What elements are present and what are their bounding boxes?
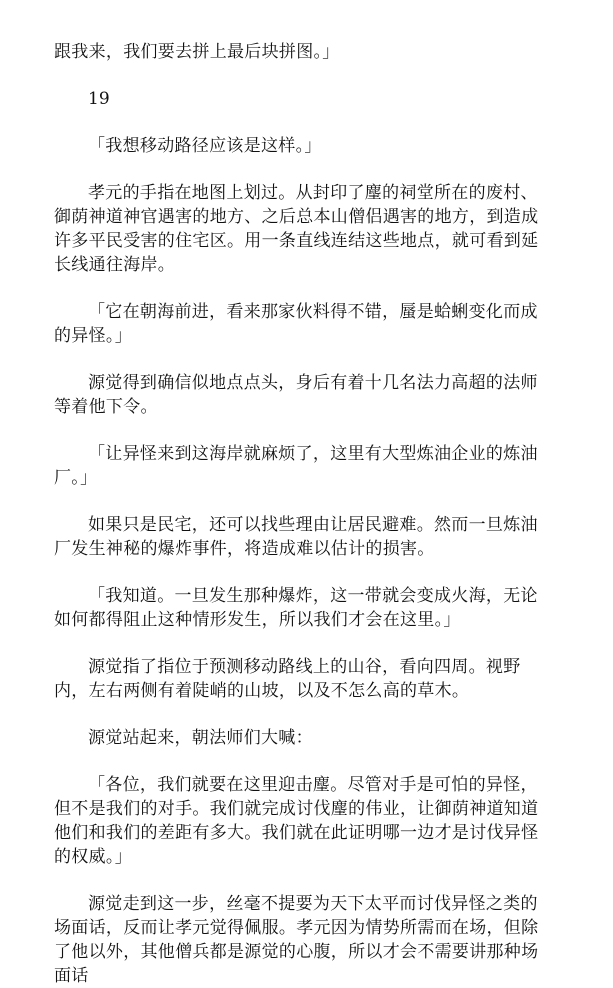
paragraph-1: 跟我来，我们要去拼上最后块拼图。」 (54, 42, 340, 62)
paragraph-12: 「各位，我们就要在这里迎击麈。尽管对手是可怕的异怪，但不是我们的对手。我们就完成讨伐麈的伟业，让御荫神道知道他们和我们的差距有多大。我们就在此证明哪一边才是讨伐异怪的权威。」 (54, 775, 539, 867)
paragraph-9: 「我知道。一旦发生那种爆炸，这一带就会变成火海，无论如何都得阻止这种情形发生，所以我们才会在这里。」 (54, 586, 538, 630)
paragraph-10: 源觉指了指位于预测移动路线上的山谷，看向四周。视野内，左右两侧有着陡峭的山坡，以及不怎么高的草木。 (54, 657, 521, 701)
paragraph-11: 源觉站起来，朝法师们大喊： (88, 728, 313, 748)
paragraph-4: 孝元的手指在地图上划过。从封印了麈的祠堂所在的废村、御荫神道神官遇害的地方、之后总本山僧侣遇害的地方，到造成许多平民受害的住宅区。用一条直线连结这些地点，就可看到延长线通往海岸。 (54, 183, 539, 275)
paragraph-6: 源觉得到确信似地点点头，身后有着十几名法力高超的法师等着他下令。 (54, 373, 538, 417)
paragraph-8: 如果只是民宅，还可以找些理由让居民避难。然而一旦炼油厂发生神秘的爆炸事件，将造成难以估计的损害。 (54, 515, 538, 559)
chapter-number: 19 (88, 89, 110, 109)
paragraph-5: 「它在朝海前进，看来那家伙料得不错，蜃是蛤蜊变化而成的异怪。」 (54, 302, 538, 346)
paragraph-7: 「让异怪来到这海岸就麻烦了，这里有大型炼油企业的炼油厂。」 (54, 444, 538, 488)
paragraph-3: 「我想移动路径应该是这样。」 (88, 136, 322, 156)
paragraph-13: 源觉走到这一步，丝毫不提要为天下太平而讨伐异怪之类的场面话，反而让孝元觉得佩服。孝元因为情势所需而在场，但除了他以外，其他僧兵都是源觉的心腹，所以才会不需要讲那种场面话 (54, 894, 539, 986)
